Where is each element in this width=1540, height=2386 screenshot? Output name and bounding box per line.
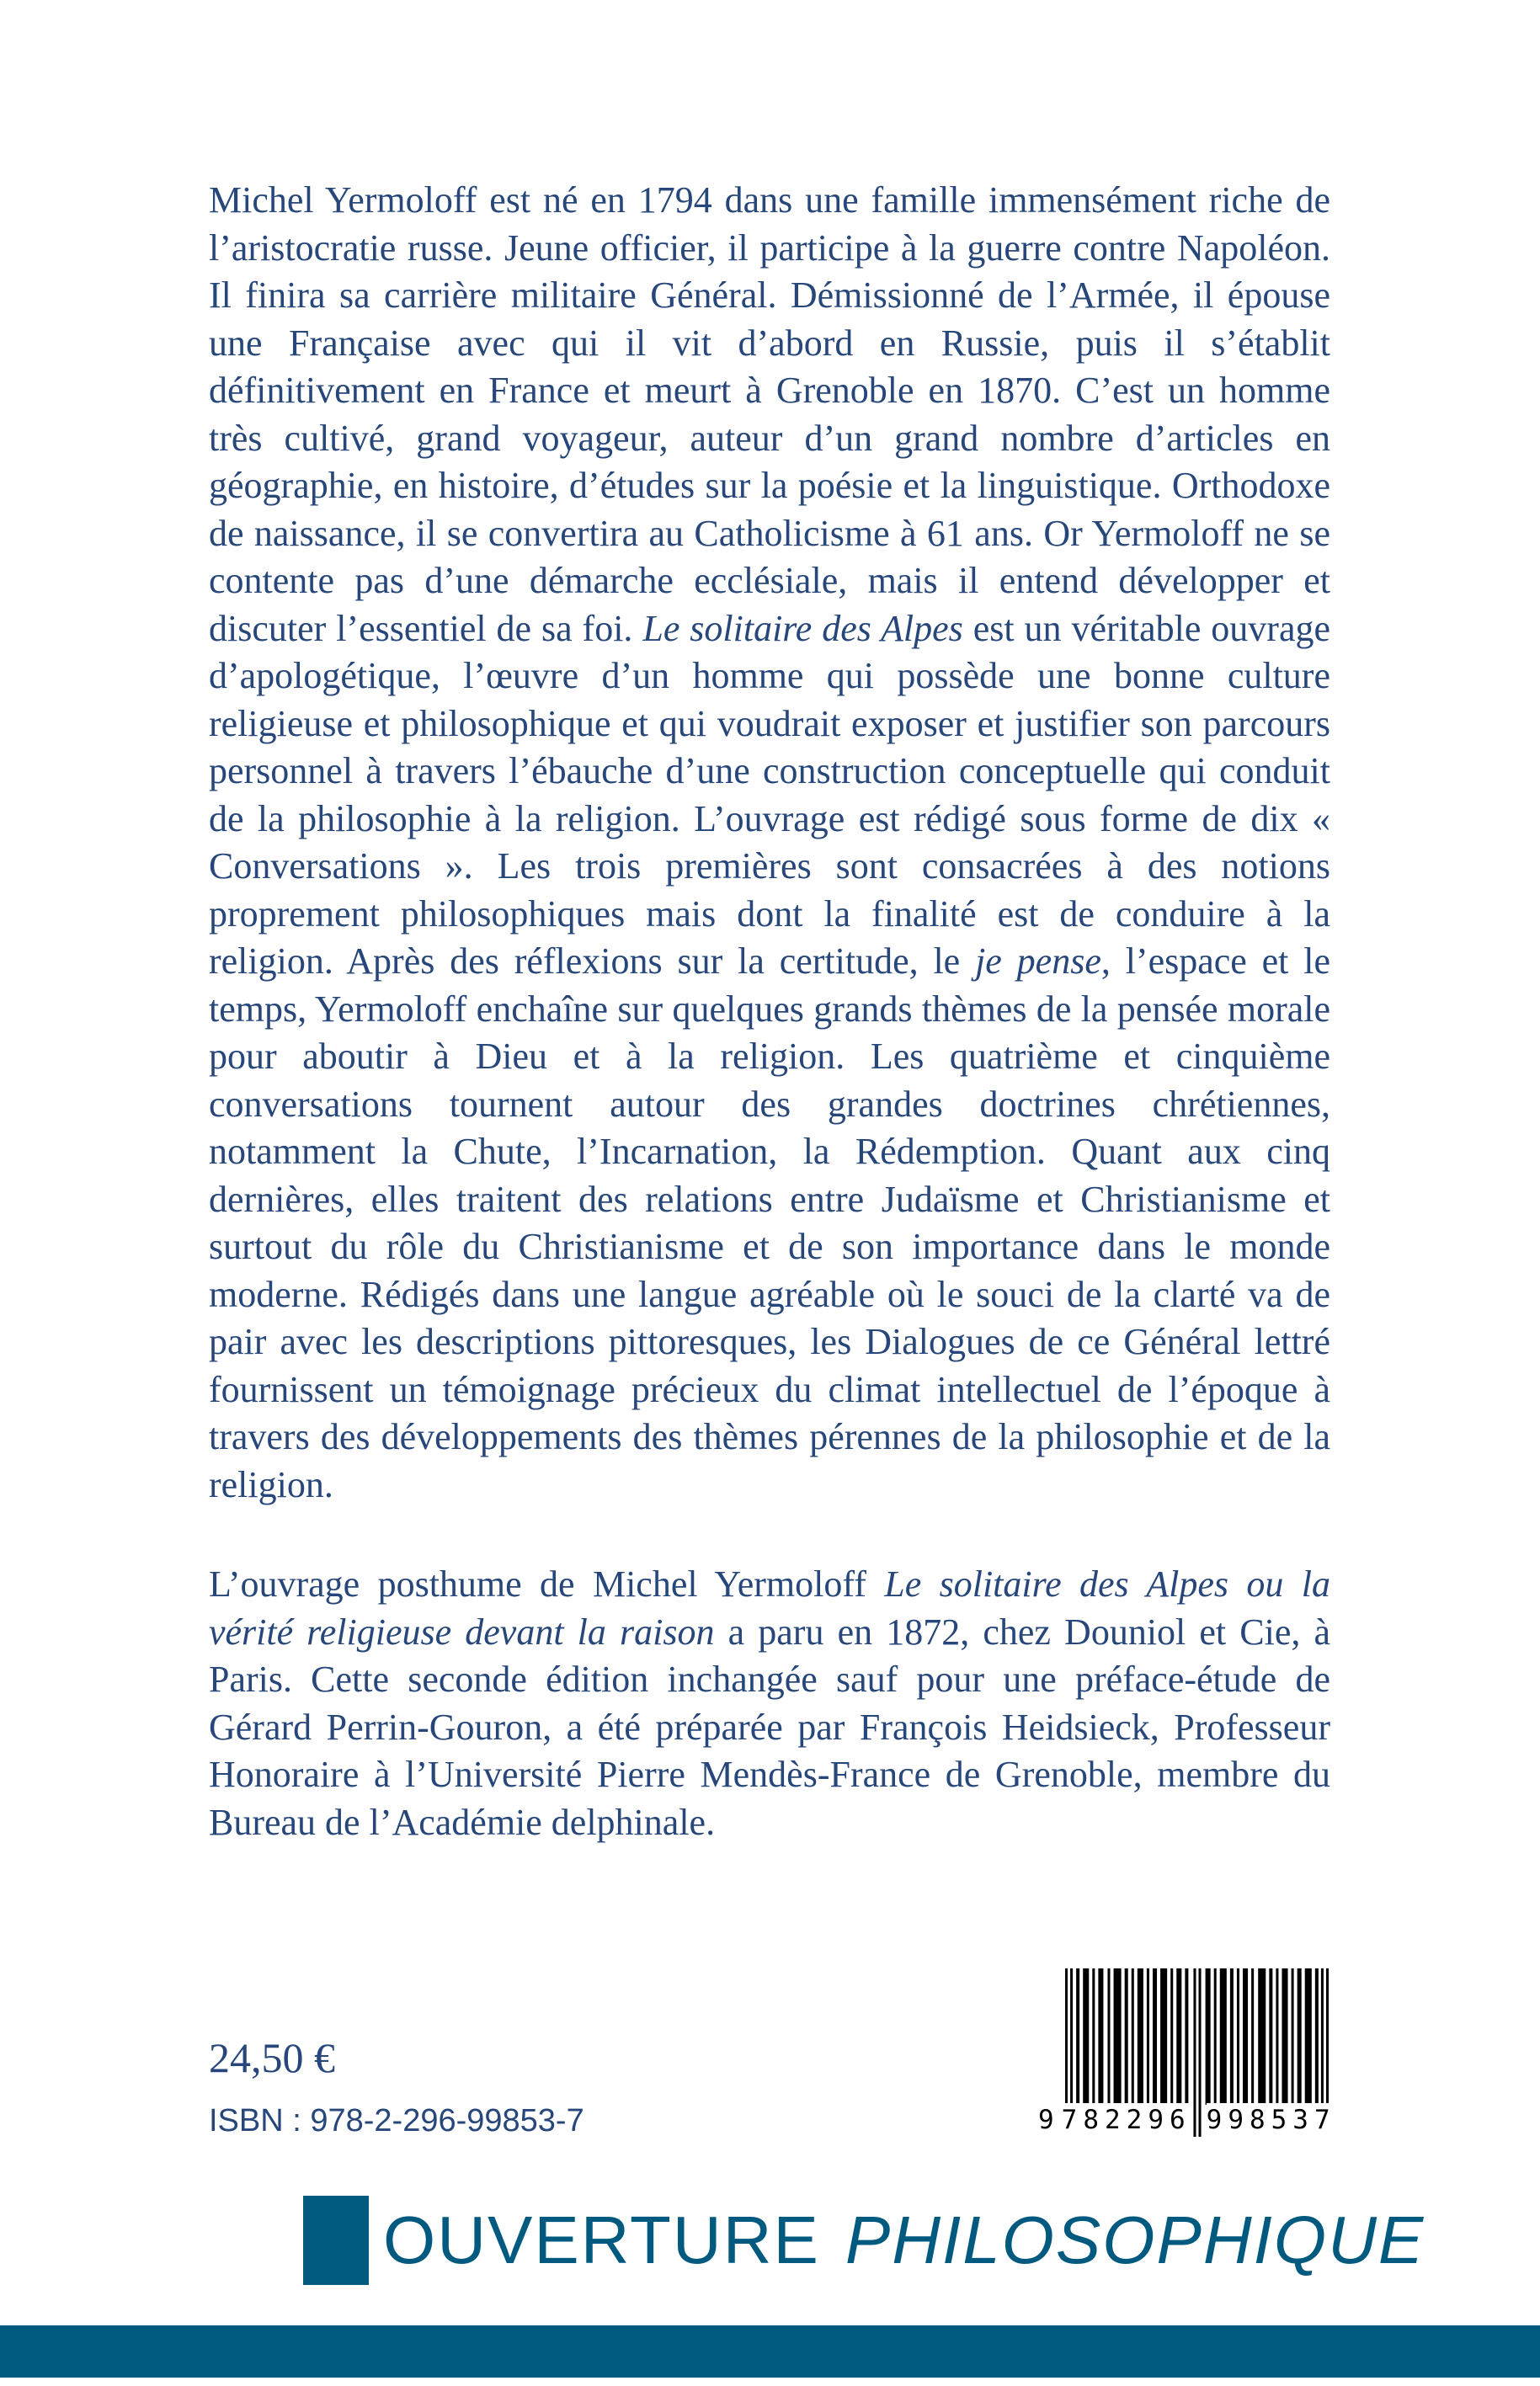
synopsis-paragraph-1: Michel Yermoloff est né en 1794 dans une famille immensément riche de l’aristocratie russe. Jeune officier, il participe à la guerre contre Napoléon. Il finira sa carrière militaire Général. Démissionné de l’Armée, il épouse une Française avec qui il vit d’abord en Russie, puis il s’établit définitivement en France et meurt à Grenoble en 1870. C’est un homme très cultivé, grand voyageur, auteur d’un grand nombre d’articles en géographie, en histoire, d’études sur la poésie et la linguistique. Orthodoxe de naissance, il se convertira au Catholicisme à 61 ans. Or Yermoloff ne se contente pas d’une démarche ecclésiale, mais il entend développer et discuter l’essentiel de sa foi. Le solitaire des Alpes est un véritable ouvrage d’apologétique, l’œuvre d’un homme qui possède une bonne culture religieuse et philosophique et qui voudrait exposer et justifier son parcours personnel à travers l’ébauche d’une construction conceptuelle qui conduit de la philosophie à la religion. L’ouvrage est rédigé sous forme de dix « Conversations ». Les trois premières sont consacrées à des notions proprement philosophiques mais dont la finalité est de conduire à la religion. Après des réflexions sur la certitude, le je pense, l’espace et le temps, Yermoloff enchaîne sur quelques grands thèmes de la pensée morale pour aboutir à Dieu et à la religion. Les quatrième et cinquième conversations tournent autour des grandes doctrines chrétiennes, notamment la Chute, l’Incarnation, la Rédemption. Quant aux cinq dernières, elles traitent des relations entre Judaïsme et Christianisme et surtout du rôle du Christianisme et de son importance dans le monde moderne. Rédigés dans une langue agréable où le souci de la clarté va de pair avec les descriptions pittoresques, les Dialogues de ce Général lettré fournissent un témoignage précieux du climat intellectuel de l’époque à travers des développements des thèmes pérennes de la philosophie et de la religion.	[209, 179, 1331, 1505]
collection-square	[303, 2196, 369, 2285]
collection-name-italic: PHILOSOPHIQUE	[845, 2202, 1425, 2277]
price-label: 24,50 €	[209, 2034, 335, 2081]
barcode-digits-right: 998537	[1206, 2105, 1336, 2135]
barcode-number	[1038, 2103, 1336, 2137]
barcode-digits-left: 782296	[1061, 2105, 1191, 2135]
synopsis-paragraph-2: L’ouvrage posthume de Michel Yermoloff Le solitaire des Alpes ou la vérité religieuse devant la raison a paru en 1872, chez Douniol et Cie, à Paris. Cette seconde édition inchangée sauf pour une préface-étude de Gérard Perrin-Gouron, a été préparée par François Heidsieck, Professeur Honoraire à l’Université Pierre Mendès-France de Grenoble, membre du Bureau de l’Académie delphinale.	[209, 1563, 1331, 1843]
barcode	[1038, 1968, 1336, 2137]
synopsis-text	[209, 177, 1330, 1846]
bottom-bar	[0, 2325, 1540, 2378]
collection-name	[383, 2196, 1425, 2285]
isbn-label: ISBN : 978-2-296-99853-7	[209, 2103, 584, 2138]
barcode-digit-lead: 9	[1038, 2105, 1054, 2135]
collection-name-regular: OUVERTURE	[383, 2202, 820, 2277]
